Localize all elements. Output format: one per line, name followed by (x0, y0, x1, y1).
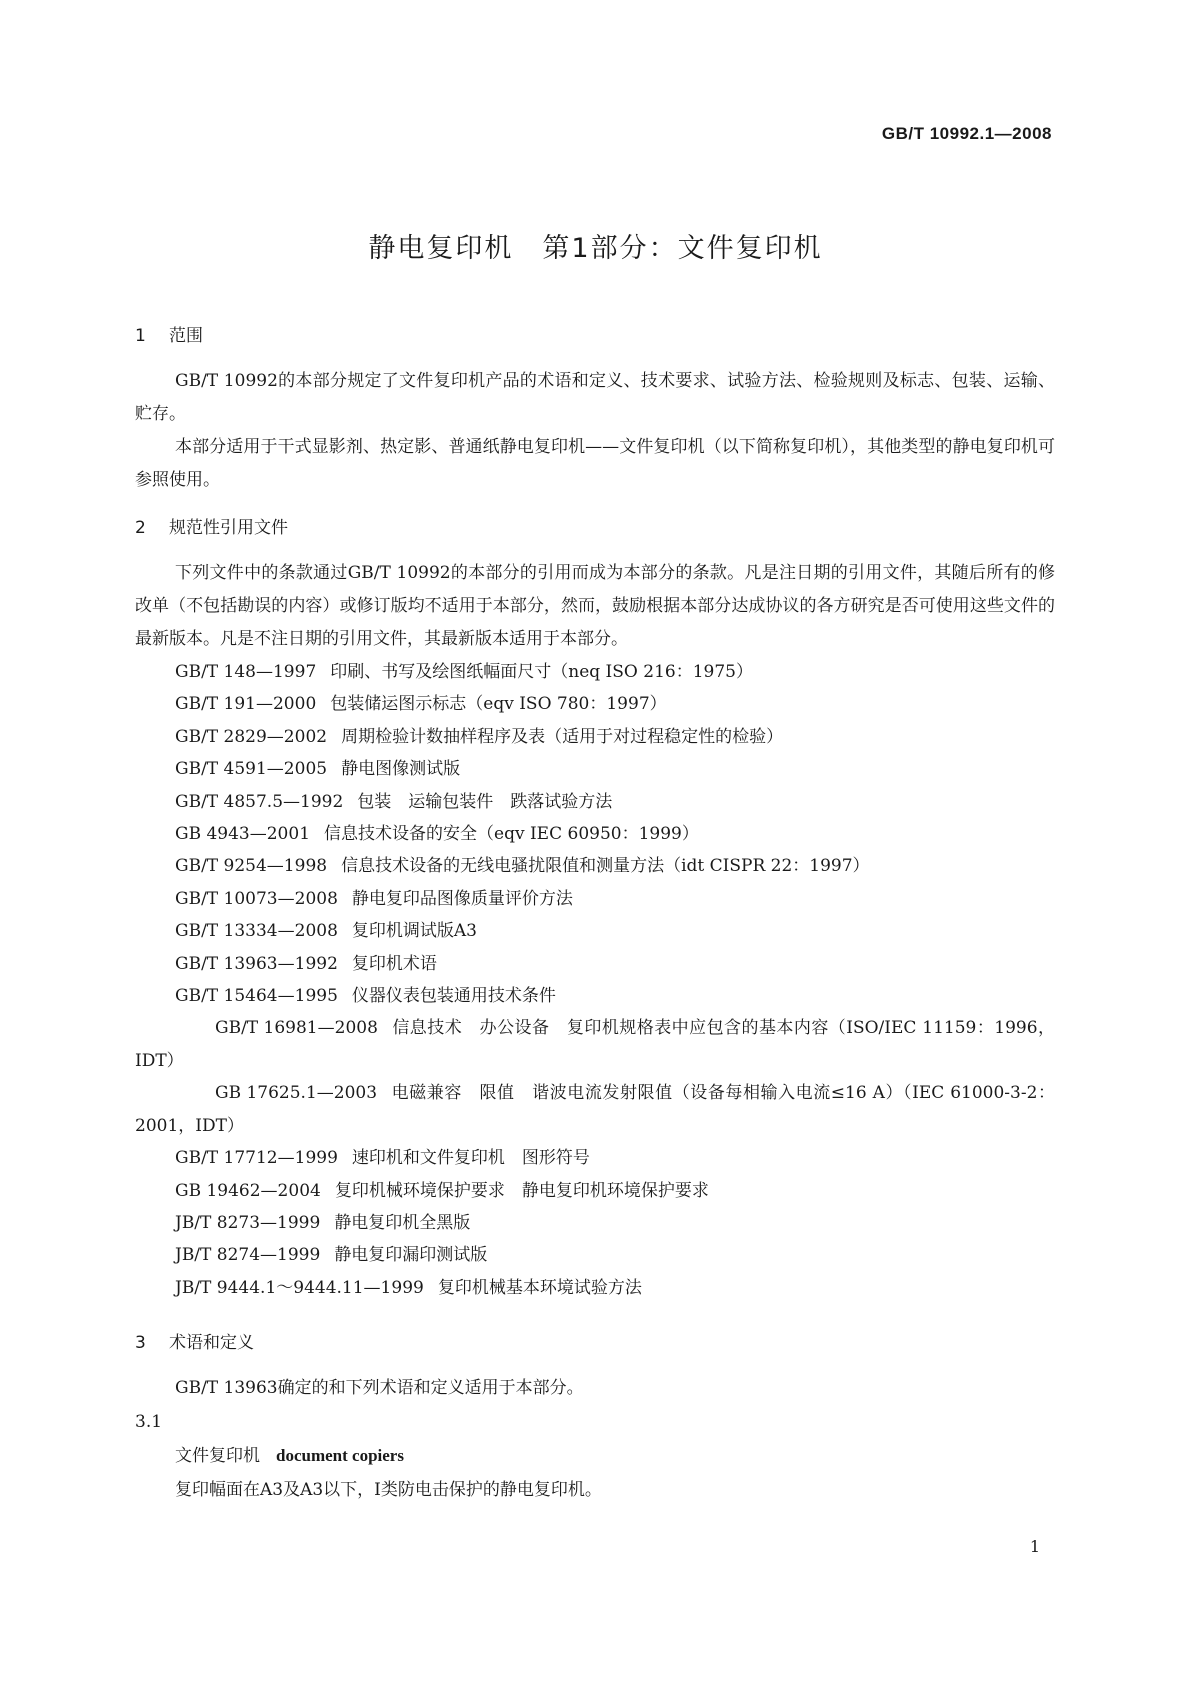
paragraph: 下列文件中的条款通过GB/T 10992的本部分的引用而成为本部分的条款。凡是注日期的引用文件，其随后所有的修改单（不包括勘误的内容）或修订版均不适用于本部分，然而，鼓励根据本部分达成协议的各方研究是否可使用这些文件的最新版本。凡是不注日期的引用文件，其最新版本适用于本部分。 (135, 563, 1055, 649)
reference-code: JB/T 9444.1～9444.11—1999 (175, 1277, 424, 1298)
reference-item (135, 915, 1055, 947)
reference-title: 仪器仪表包装通用技术条件 (351, 986, 556, 1007)
reference-title: 电磁兼容 限值 谐波电流发射限值（设备每相输入电流≤16 A）（IEC 61000-3-2：2001，IDT） (135, 1083, 1055, 1136)
paragraph: GB/T 13963确定的和下列术语和定义适用于本部分。 (175, 1378, 584, 1399)
section-title: 术语和定义 (169, 1333, 254, 1354)
reference-item (135, 1207, 1055, 1239)
reference-code: JB/T 8273—1999 (175, 1212, 321, 1233)
reference-item (135, 1175, 1055, 1207)
reference-code: GB 19462—2004 (175, 1180, 321, 1201)
reference-code: GB/T 191—2000 (175, 694, 317, 715)
reference-code: GB/T 16981—2008 (215, 1018, 378, 1039)
term-number: 3.1 (135, 1412, 163, 1433)
reference-item (135, 656, 1055, 688)
section-title: 范围 (169, 326, 203, 346)
reference-code: GB/T 9254—1998 (175, 856, 328, 877)
section-number: 2 (135, 518, 146, 538)
reference-title: 包装 运输包装件 跌落试验方法 (357, 791, 613, 812)
document-body (135, 319, 1055, 1507)
reference-code: GB 17625.1—2003 (215, 1083, 378, 1104)
reference-title: 静电图像测试版 (341, 759, 461, 780)
reference-item (135, 1272, 1055, 1304)
section-number: 1 (135, 326, 146, 346)
page-number: 1 (1029, 1537, 1040, 1556)
reference-title: 信息技术 办公设备 复印机规格表中应包含的基本内容（ISO/IEC 11159：1996，IDT） (135, 1018, 1055, 1071)
reference-item (135, 850, 1055, 882)
reference-code: GB/T 148—1997 (175, 662, 317, 682)
reference-item (135, 786, 1055, 818)
reference-title: 静电复印漏印测试版 (334, 1245, 488, 1266)
reference-item (135, 883, 1055, 915)
section-title: 规范性引用文件 (169, 518, 288, 538)
paragraph: GB/T 10992的本部分规定了文件复印机产品的术语和定义、技术要求、试验方法、检验规则及标志、包装、运输、贮存。 (135, 371, 1055, 424)
reference-code: GB/T 4857.5—1992 (175, 791, 344, 812)
reference-title: 复印机械环境保护要求 静电复印机环境保护要求 (334, 1180, 709, 1201)
section-heading (135, 511, 1055, 545)
term-name-en: document copiers (276, 1446, 404, 1466)
reference-item (135, 1077, 1055, 1142)
reference-code: GB/T 10073—2008 (175, 888, 338, 909)
term-definition: 复印幅面在A3及A3以下，Ⅰ类防电击保护的静电复印机。 (175, 1480, 602, 1501)
term-name-zh: 文件复印机 (175, 1446, 260, 1467)
reference-code: GB/T 17712—1999 (175, 1148, 338, 1169)
paragraph: 本部分适用于干式显影剂、热定影、普通纸静电复印机——文件复印机（以下简称复印机），其他类型的静电复印机可参照使用。 (135, 437, 1055, 490)
reference-title: 信息技术设备的无线电骚扰限值和测量方法（idt CISPR 22：1997） (341, 856, 870, 877)
reference-code: GB/T 2829—2002 (175, 726, 328, 747)
reference-item (135, 980, 1055, 1012)
reference-title: 包装储运图示标志（eqv ISO 780：1997） (330, 694, 667, 715)
reference-item (135, 753, 1055, 785)
reference-title: 复印机调试版A3 (351, 921, 477, 942)
reference-item (135, 688, 1055, 720)
reference-code: GB/T 13963—1992 (175, 953, 338, 974)
reference-item (135, 721, 1055, 753)
reference-code: GB/T 4591—2005 (175, 759, 328, 780)
section-heading (135, 319, 1055, 353)
section-number: 3 (135, 1333, 146, 1354)
normative-reference-list (135, 656, 1055, 1304)
reference-title: 复印机械基本环境试验方法 (437, 1277, 642, 1298)
standard-number: GB/T 10992.1—2008 (881, 124, 1052, 143)
reference-item (135, 1239, 1055, 1271)
reference-title: 复印机术语 (351, 953, 437, 974)
reference-title: 信息技术设备的安全（eqv IEC 60950：1999） (324, 824, 699, 845)
reference-title: 静电复印品图像质量评价方法 (351, 888, 573, 909)
reference-code: GB/T 13334—2008 (175, 921, 338, 942)
reference-title: 印刷、书写及绘图纸幅面尺寸（neq ISO 216：1975） (330, 662, 753, 682)
section-heading (135, 1326, 1055, 1360)
reference-code: JB/T 8274—1999 (175, 1245, 321, 1266)
reference-item (135, 948, 1055, 980)
reference-code: GB 4943—2001 (175, 824, 311, 845)
term-name (135, 1439, 1055, 1473)
reference-title: 静电复印机全黑版 (334, 1212, 471, 1233)
document-title: 静电复印机 第1部分：文件复印机 (368, 233, 823, 264)
reference-title: 速印机和文件复印机 图形符号 (351, 1148, 590, 1169)
reference-item (135, 1142, 1055, 1174)
reference-title: 周期检验计数抽样程序及表（适用于对过程稳定性的检验） (341, 726, 784, 747)
reference-item (135, 818, 1055, 850)
reference-item (135, 1012, 1055, 1077)
reference-code: GB/T 15464—1995 (175, 986, 338, 1007)
